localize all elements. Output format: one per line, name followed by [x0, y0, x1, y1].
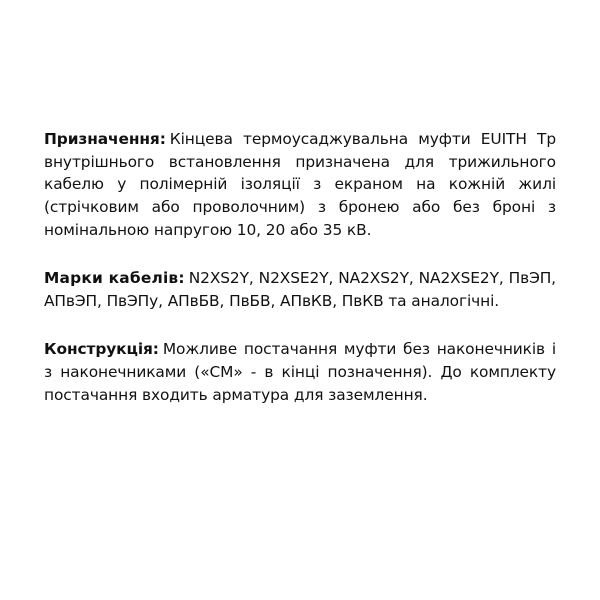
section-cable-brands: [44, 267, 556, 312]
section-construction: [44, 338, 556, 406]
section-purpose-heading: Призначення:: [44, 130, 166, 148]
section-construction-body: Можливе постачання муфти без наконечників і з наконечниками («СМ» - в кінці позначення). До комплекту постачання входить арматура для заземлення.: [44, 340, 556, 404]
section-purpose-body: Кінцева термоусаджувальна муфти EUITH Тр внутрішнього встановлення призначена для трижильного кабелю у полімерній ізоляції з екраном на кожній жилі (стрічковим або проволочним) з бронею або без броні з номінальною напругою 10, 20 або 35 кВ.: [44, 130, 556, 239]
section-cable-brands-heading: Марки кабелів:: [44, 269, 185, 288]
section-purpose: [44, 128, 556, 241]
section-cable-brands-body: N2XS2Y, N2XSE2Y, NA2XS2Y, NA2XSE2Y, ПвЭП, АПвЭП, ПвЭПу, АПвБВ, ПвБВ, АПвКВ, ПвКВ та аналогічні.: [44, 269, 556, 310]
section-construction-heading: Конструкція:: [44, 340, 159, 359]
